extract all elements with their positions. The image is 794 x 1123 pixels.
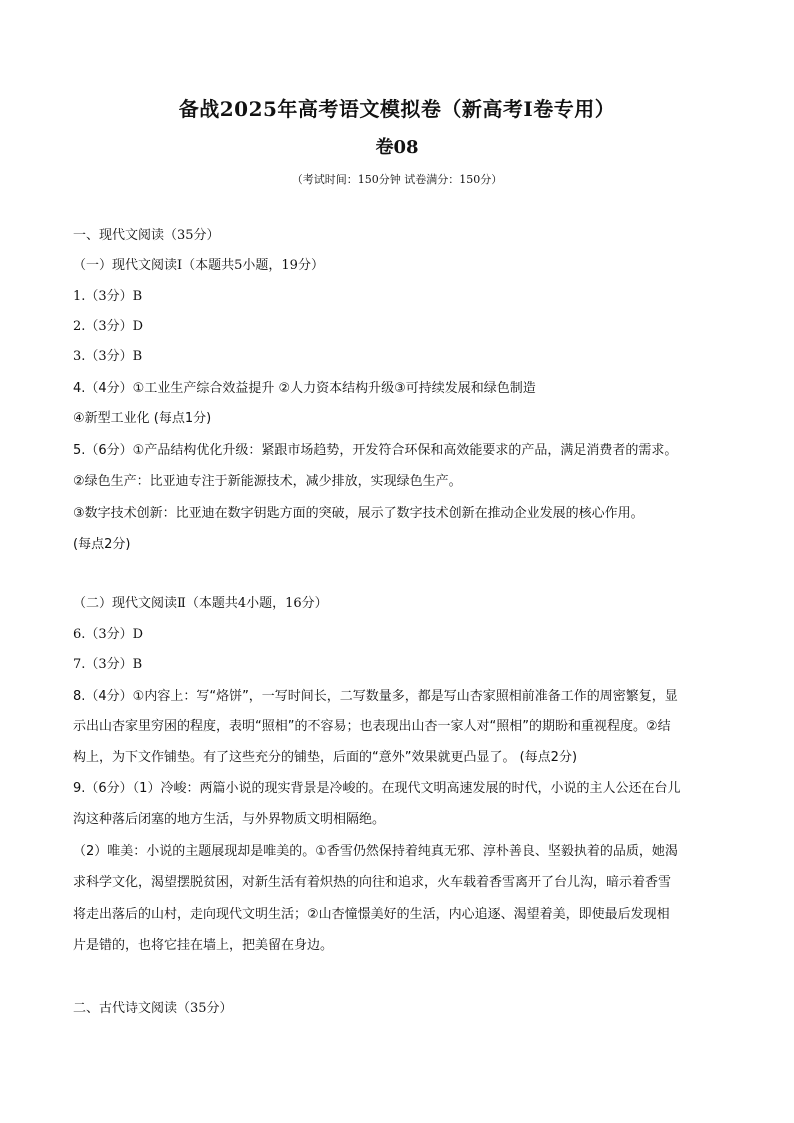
answer-q8-line1: 8.（4分）①内容上：写“烙饼”，一写时间长，二写数量多，都是写山杏家照相前准备工作的周密繁复，显 — [73, 689, 678, 704]
answer-q5-line1: 5.（6分）①产品结构优化升级：紧跟市场趋势，开发符合环保和高效能要求的产品，满足消费者的需求。 — [73, 443, 678, 458]
section2-heading: 二、古代诗文阅读（35分） — [73, 1001, 233, 1016]
answer-q9-line2: 沟这种落后闭塞的地方生活，与外界物质文明相隔绝。 — [73, 812, 386, 827]
answer-q5-line2: ②绿色生产：比亚迪专注于新能源技术，减少排放，实现绿色生产。 — [73, 474, 462, 489]
answer-q9-line1: 9.（6分）（1）冷峻：两篇小说的现实背景是冷峻的。在现代文明高速发展的时代，小说的主人公还在台儿 — [73, 781, 681, 796]
answer-q9-line5: 将走出落后的山村，走向现代文明生活；②山杏憧憬美好的生活，内心追逐、渴望着美，即使最后发现相 — [73, 907, 670, 922]
answer-q9-line6: 片是错的，也将它挂在墙上，把美留在身边。 — [73, 938, 334, 953]
answer-q6: 6.（3分）D — [73, 627, 144, 642]
answer-q7: 7.（3分）B — [73, 657, 143, 672]
answer-q5-line3: ③数字技术创新：比亚迪在数字钥匙方面的突破，展示了数字技术创新在推动企业发展的核心作用。 — [73, 506, 644, 521]
page-title: 备战2025年高考语文模拟卷（新高考Ⅰ卷专用） — [178, 97, 616, 121]
answer-q8-line2: 示出山杏家里穷困的程度，表明“照相”的不容易；也表现出山杏一家人对“照相”的期盼和重视程度。②结 — [73, 719, 671, 734]
section1-heading: 一、现代文阅读（35分） — [73, 228, 220, 243]
paper-number: 卷08 — [375, 137, 419, 158]
answer-q5-line4: (每点2分) — [73, 537, 131, 552]
answer-q3: 3.（3分）B — [73, 349, 143, 364]
answer-q2: 2.（3分）D — [73, 319, 144, 334]
answer-q4-line2: ④新型工业化 (每点1分) — [73, 411, 212, 426]
part2-heading: （二）现代文阅读Ⅱ（本题共4小题，16分） — [73, 596, 328, 611]
answer-q9-line3: （2）唯美：小说的主题展现却是唯美的。①香雪仍然保持着纯真无邪、淳朴善良、坚毅执着的品质，她渴 — [73, 844, 678, 859]
part1-heading: （一）现代文阅读Ⅰ（本题共5小题，19分） — [73, 258, 324, 273]
answer-q4-line1: 4.（4分）①工业生产综合效益提升 ②人力资本结构升级③可持续发展和绿色制造 — [73, 381, 536, 396]
answer-q8-line3: 构上，为下文作铺垫。有了这些充分的铺垫，后面的“意外”效果就更凸显了。 (每点2分) — [73, 750, 578, 765]
answer-q1: 1.（3分）B — [73, 289, 143, 304]
answer-q9-line4: 求科学文化，渴望摆脱贫困，对新生活有着炽热的向往和追求，火车载着香雪离开了台儿沟，暗示着香雪 — [73, 875, 672, 890]
exam-meta: （考试时间：150分钟 试卷满分：150分） — [291, 173, 503, 186]
